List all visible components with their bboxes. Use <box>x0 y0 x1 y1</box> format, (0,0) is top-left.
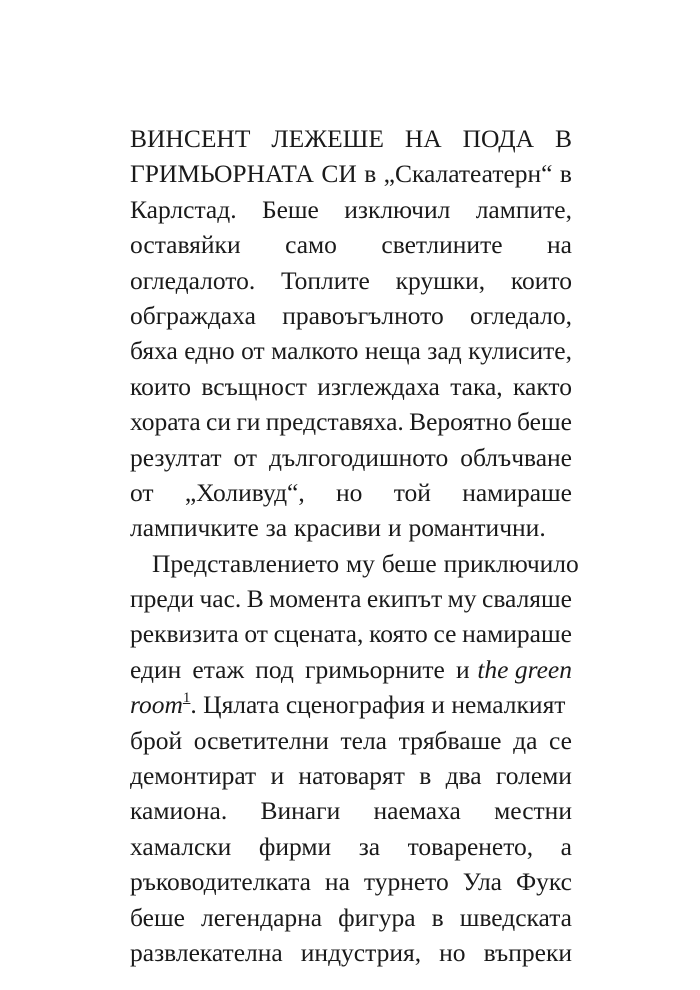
word: романтични. <box>408 513 546 543</box>
word: резултат <box>130 442 222 472</box>
word: наемаха <box>373 796 461 826</box>
word: осветителни <box>193 725 329 755</box>
word: въпреки <box>483 937 572 967</box>
word: Фукс <box>516 867 572 897</box>
footnote-reference[interactable]: 1 <box>182 690 191 707</box>
word: реквизита <box>130 619 239 649</box>
word: Ула <box>462 867 502 897</box>
word: беше <box>381 548 437 578</box>
word: под <box>255 654 294 684</box>
word: си <box>206 407 232 437</box>
word: правоъгълното <box>282 300 444 330</box>
text-line <box>130 723 572 758</box>
word: сцената, <box>273 619 364 649</box>
word: хамалски <box>130 831 232 861</box>
word: обграждаха <box>130 300 256 330</box>
word: зад <box>427 336 462 366</box>
word: брой <box>130 725 183 755</box>
word: фигура <box>338 902 416 932</box>
word: и <box>456 654 470 684</box>
word: в <box>419 761 432 791</box>
word: Беше <box>261 194 319 224</box>
italic-phrase: room <box>130 690 183 720</box>
word: изключил <box>344 194 451 224</box>
word: се <box>433 619 457 649</box>
word: бяха <box>130 336 178 366</box>
word: индустрия, <box>300 937 422 967</box>
word: но <box>336 477 363 507</box>
word: час. <box>199 584 242 614</box>
word: беше <box>130 902 185 932</box>
text-line <box>130 227 572 262</box>
word: му <box>346 548 375 578</box>
text-line <box>130 616 572 651</box>
word: лампичките <box>130 513 259 543</box>
word: в <box>364 159 377 189</box>
word: да <box>513 725 538 755</box>
word: които <box>130 371 192 401</box>
word: и <box>270 761 285 791</box>
word: тела <box>340 725 388 755</box>
word: малкото <box>271 336 359 366</box>
text-line <box>130 546 579 581</box>
word: за <box>265 513 288 543</box>
word: два <box>445 761 482 791</box>
text-line <box>130 475 572 510</box>
text-line <box>130 192 572 227</box>
text-line <box>130 864 572 899</box>
word: красиви <box>293 513 382 543</box>
text-line <box>130 263 572 298</box>
word: натоварят <box>298 761 405 791</box>
text-line <box>130 404 572 439</box>
word: които <box>510 265 572 295</box>
word: на <box>547 230 572 260</box>
word: която <box>369 619 428 649</box>
word: фирми <box>258 831 332 861</box>
word: неща <box>364 336 421 366</box>
word: демонтират <box>130 761 257 791</box>
word: хората <box>130 407 201 437</box>
word: представяха. <box>265 407 404 437</box>
word: камиона. <box>130 796 228 826</box>
word: му <box>447 584 477 614</box>
word: В <box>246 584 264 614</box>
word: намираше <box>462 619 572 649</box>
text-line <box>130 333 572 368</box>
word: от <box>130 477 154 507</box>
word: но <box>439 937 466 967</box>
word: само <box>285 230 337 260</box>
text-segment: . Цялата сценография и немалкият <box>190 690 566 720</box>
word: един <box>130 654 182 684</box>
word: ги <box>236 407 261 437</box>
italic-phrase: the green <box>477 654 572 684</box>
body-text <box>130 121 579 970</box>
word: ръководителката <box>130 867 311 897</box>
word: Винаги <box>260 796 341 826</box>
text-line <box>130 581 572 616</box>
word: облъчване <box>460 442 572 472</box>
text-line <box>130 510 572 545</box>
word: товаренето, <box>407 831 534 861</box>
word: намираше <box>462 477 572 507</box>
word: така, <box>450 371 503 401</box>
word: се <box>548 725 572 755</box>
text-line <box>130 298 572 333</box>
word: ЛЕЖЕШЕ <box>271 124 384 153</box>
word: от <box>244 619 268 649</box>
text-line <box>130 440 572 475</box>
word: преди <box>130 584 194 614</box>
word: той <box>393 477 431 507</box>
word: на <box>324 867 350 897</box>
text-line <box>130 935 572 970</box>
word: НА <box>404 124 442 153</box>
word: екипът <box>366 584 443 614</box>
word: местни <box>494 796 572 826</box>
word: Топлите <box>280 265 370 295</box>
word: СИ <box>321 159 357 189</box>
word: Представлението <box>152 548 340 578</box>
word: крушки, <box>395 265 486 295</box>
text-line <box>130 687 572 722</box>
word: дългогодишното <box>269 442 449 472</box>
word: ПОДА <box>462 124 535 153</box>
text-line <box>130 156 572 191</box>
word: сваляше <box>482 584 572 614</box>
word: момента <box>269 584 362 614</box>
word: в <box>431 902 444 932</box>
word: беше <box>517 407 572 437</box>
word: легендарна <box>200 902 323 932</box>
word: развлекателна <box>130 937 283 967</box>
word: В <box>554 124 572 153</box>
word: Вероятно <box>409 407 512 437</box>
footnote-line-start <box>130 687 565 722</box>
word: етаж <box>192 654 245 684</box>
word: трябваше <box>398 725 502 755</box>
word: оставяйки <box>130 230 241 260</box>
word: ВИНСЕНТ <box>130 124 251 153</box>
word: огледалото. <box>130 265 256 295</box>
text-segment <box>130 652 470 687</box>
word: лампите, <box>475 194 572 224</box>
word: турнето <box>363 867 449 897</box>
word: изглеждаха <box>317 371 440 401</box>
word: кулисите, <box>468 336 572 366</box>
word: Карлстад. <box>130 194 237 224</box>
word: за <box>358 831 381 861</box>
word: всъщност <box>201 371 307 401</box>
word: шведската <box>459 902 572 932</box>
word: както <box>513 371 572 401</box>
word: от <box>241 336 265 366</box>
word: приключило <box>443 548 579 578</box>
word: големи <box>495 761 572 791</box>
word: „Холивуд“, <box>184 477 305 507</box>
text-line <box>130 758 572 793</box>
word: светлините <box>381 230 503 260</box>
text-line <box>130 900 572 935</box>
word: гримьорните <box>304 654 445 684</box>
text-line <box>130 652 572 687</box>
word: едно <box>184 336 235 366</box>
text-line <box>130 121 572 156</box>
word: от <box>233 442 258 472</box>
word: а <box>560 831 572 861</box>
text-line <box>130 369 572 404</box>
word: огледало, <box>469 300 572 330</box>
word: в <box>559 159 572 189</box>
word: „Скалатеатерн“ <box>383 159 553 189</box>
text-line <box>130 793 572 828</box>
word: и <box>387 513 402 543</box>
word: ГРИМЬОРНАТА <box>130 159 314 189</box>
text-line <box>130 829 572 864</box>
